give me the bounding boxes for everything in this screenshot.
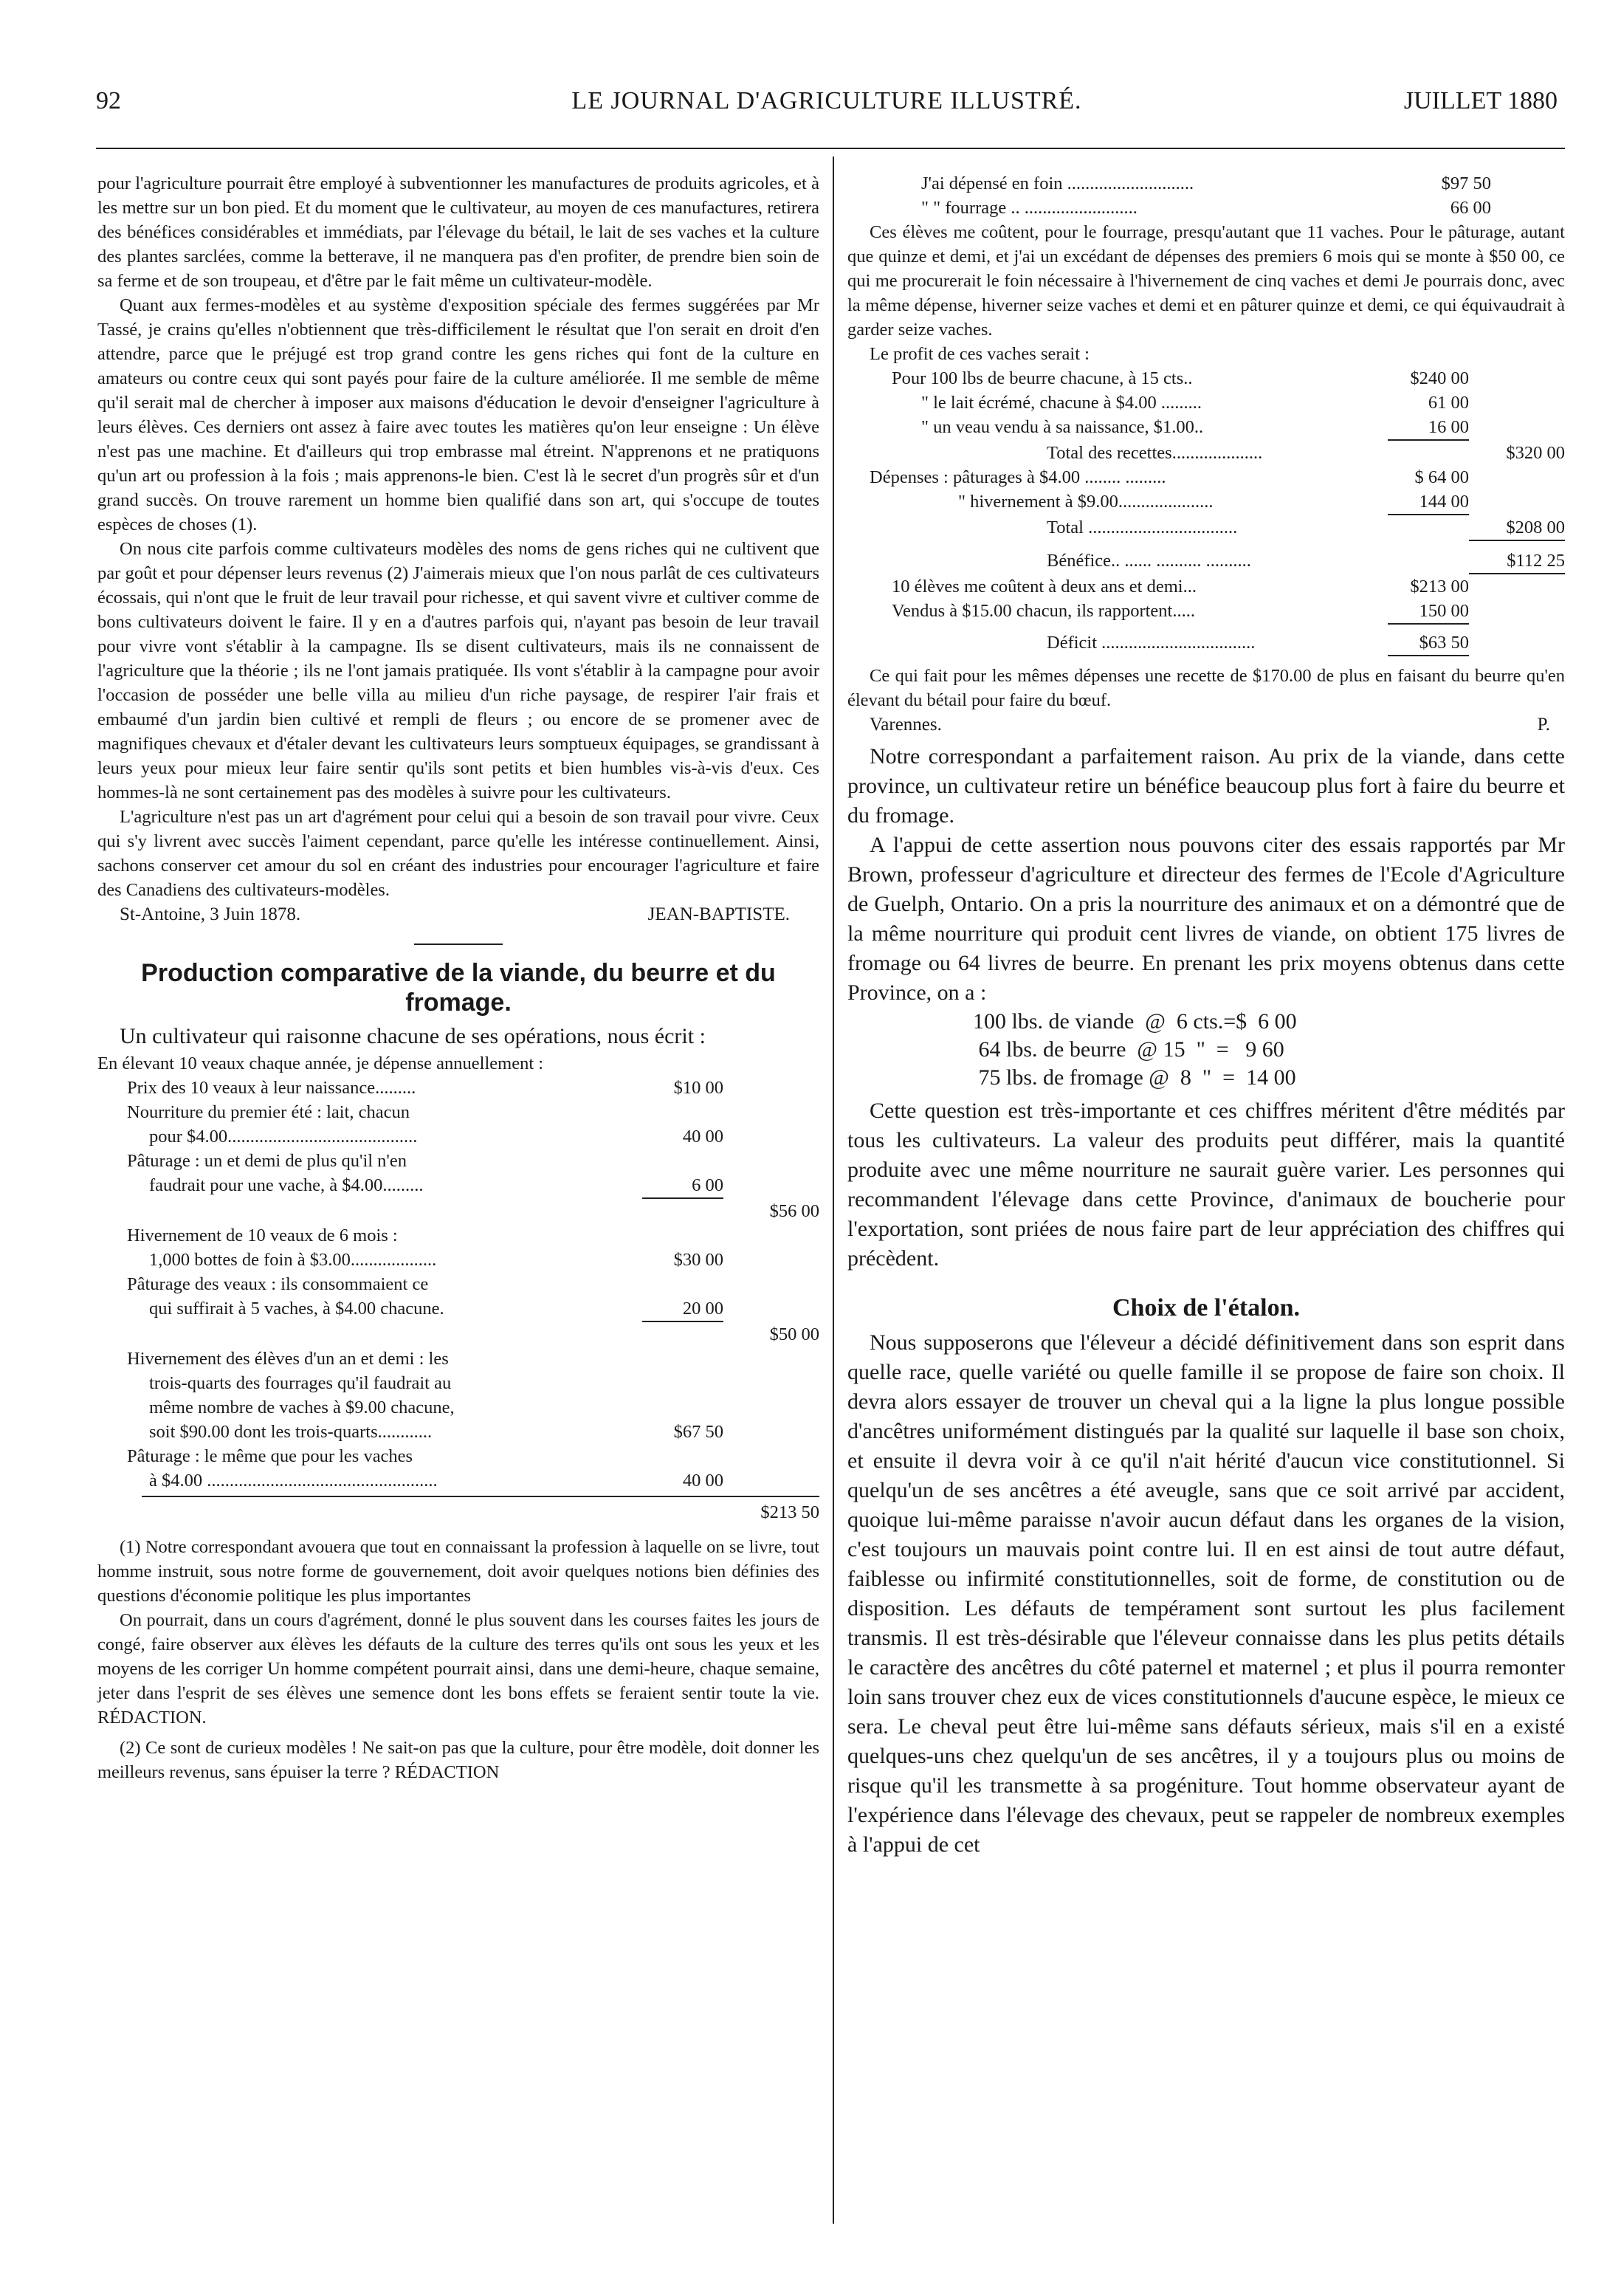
footnote: On pourrait, dans un cours d'agrément, donné le plus souvent dans les courses faites les jours de congé, faire observer aux élèves les défauts de la culture des terres qu'ils ont sous les yeux et les moyens de les corriger Un homme compétent pourrait ainsi, dans une demi-heure, chaque semaine, jeter dans l'esprit de ses élèves une semence dont les bons effets se feraient sentir toute la vie. RÉDACTION.: [97, 1610, 819, 1728]
profit-ledger: [847, 366, 1565, 656]
article-title: Production comparative de la viande, du beurre et du fromage.: [141, 959, 776, 1017]
ledger-row: " " fourrage .. ......................... 66 00: [921, 198, 1491, 218]
ledger-row: Déficit .................................. $63 50: [892, 630, 1565, 656]
ledger-row: Pâturage : un et demi de plus qu'il n'en: [127, 1151, 407, 1171]
ledger-row: Prix des 10 veaux à leur naissance......... $10 00: [127, 1078, 723, 1098]
ledger-row: Vendus à $15.00 chacun, ils rapportent..... 150 00: [892, 599, 1565, 625]
ledger-row: Bénéfice.. ...... .......... .......... $112 25: [892, 549, 1565, 574]
footnotes: [97, 1535, 819, 1784]
paragraph: pour l'agriculture pourrait être employé à subventionner les manufactures de produits agricoles, et à les mettre sur un bon pied. Et du moment que le cultivateur, au moyen de ces manufactures, retirera des bénéfices considérables et immédiats, par l'élevage du bétail, le lait de ses vaches et la culture des plantes sarclées, comme la betterave, il ne manquera pas d'en profiter, de prendre bien soin de sa ferme et de son troupeau, et d'être par le fait même un cultivateur-modèle.: [97, 173, 819, 291]
ledger-row: faudrait pour une vache, à $4.00......... 6 00: [127, 1173, 819, 1199]
ledger-subtotal: $56 00: [769, 1201, 819, 1221]
price-comparison: [973, 1008, 1565, 1092]
paragraph: On nous cite parfois comme cultivateurs modèles des noms de gens riches qui ne cultivent que par goût et pour dépenser leurs revenus (2) J'aimerais mieux que l'on nous parlât de ces cultivateurs écossais, qui n'ont que le fruit de leur travail pour richesse, et qui savent vivre et cultiver comme de bons cultivateurs doivent le faire. Il y en a d'autres parfois qui, n'ayant pas besoin de leur travail pour vivre vont s'établir à la campagne. Ils se disent cultivateurs, mais ils ne connaissent de l'agriculture que la théorie ; ils ne l'ont jamais pratiquée. Ils vont s'établir à la campagne pour avoir l'occasion de posséder une belle villa au milieu d'un riche paysage, de respirer l'air frais et embaumé d'un jardin bien cultivé et rempli de fleurs ; ou encore de se promener avec de magnifiques chevaux et d'étaler devant les cultivateurs leurs somptueux équipages, se grandissant à leurs yeux pour mieux leur faire sentir qu'ils sont petits et bien humbles vis-à-vis d'eux. Ces hommes-là ne sont certainement pas des modèles à suivre pour les cultivateurs.: [97, 539, 819, 802]
journal-title: LE JOURNAL D'AGRICULTURE ILLUSTRÉ.: [571, 87, 1082, 114]
ledger-row: Dépenses : pâturages à $4.00 ........ ......... $ 64 00: [870, 467, 1469, 487]
page-number: 92: [96, 87, 121, 114]
signature-line: [97, 902, 819, 927]
page-header: [96, 87, 1558, 131]
ledger-row: Pâturage des veaux : ils consommaient ce: [127, 1274, 429, 1294]
ledger-row: Hivernement des élèves d'un an et demi : les: [127, 1349, 449, 1369]
paragraph: Quant aux fermes-modèles et au système d'exposition spéciale des fermes suggérées par Mr Tassé, je crains qu'elles n'obtiennent que très-difficilement le résultat que l'on serait en droit d'en attendre, parce que le préjugé est trop grand contre les gens riches qui font de la culture en amateurs ou contre ceux qui sont payés pour faire de la culture améliorée. Il me semble de même qu'il serait mal de chercher à imposer aux maisons d'éducation le devoir d'enseigner l'agriculture à leurs élèves. Ces derniers ont assez à faire avec toutes les matières qu'on leur enseigne : Un élève n'est pas une machine. Et d'ailleurs qui trop embrasse mal étreint. N'apprenons et ne pratiquons qu'un art ou profession à la fois ; mais apprenons-le bien. C'est là le secret d'un progrès sûr et d'un grand succès. On trouve rarement un homme bien qualifié dans son art, qui s'occupe de toutes espèces de choses (1).: [97, 295, 819, 535]
ledger-row: Nourriture du premier été : lait, chacun: [127, 1102, 410, 1122]
paragraph: Cette question est très-importante et ces chiffres méritent d'être médités par tous les cultivateurs. La valeur des produits peut différer, mais la quantité produite avec une même nourriture ne saurait guère varier. Les personnes qui recommandent l'élevage dans cette Province, d'animaux de boucherie pour l'exportation, sont priées de nous faire part de leur appréciation des chiffres qui précèdent.: [847, 1099, 1565, 1271]
ledger-row: qui suffirait à 5 vaches, à $4.00 chacune. 20 00: [127, 1296, 819, 1322]
price-line: 100 lbs. de viande @ 6 cts.=$ 6 00: [973, 1009, 1297, 1034]
issue-date: JUILLET 1880: [1403, 87, 1558, 114]
signature-place: Varennes.: [870, 715, 942, 735]
footnote: (2) Ce sont de curieux modèles ! Ne sait-on pas que la culture, pour être modèle, doit donner les meilleurs revenus, sans épuiser la terre ? RÉDACTION: [97, 1738, 819, 1782]
ledger-row: à $4.00 ................................................... 40 00: [149, 1471, 723, 1491]
signature-name: JEAN-BAPTISTE.: [647, 904, 790, 924]
ledger-row: trois-quarts des fourrages qu'il faudrait au: [149, 1373, 452, 1393]
paragraph: L'agriculture n'est pas un art d'agrément pour celui qui a besoin de son travail pour vivre. Ceux qui s'y livrent avec succès l'aiment cependant, parce qu'elle les intéresse continuellement. Ainsi, sachons conserver cet amour du sol en créant des industries pour encourager l'agriculture et faire des Canadiens des cultivateurs-modèles.: [97, 807, 819, 900]
ledger-row: même nombre de vaches à $9.00 chacune,: [149, 1398, 455, 1417]
ledger-lead: En élevant 10 veaux chaque année, je dépense annuellement :: [97, 1054, 544, 1073]
ledger-row: " le lait écrémé, chacune à $4.00 ......... 61 00: [921, 393, 1469, 413]
ledger-row: " un veau vendu à sa naissance, $1.00.. 16 00: [892, 415, 1565, 441]
ledger-row: Total ................................. $208 00: [892, 515, 1565, 541]
ledger-row: Total des recettes.................... $320 00: [1047, 443, 1565, 463]
paragraph: Notre correspondant a parfaitement raison. Au prix de la viande, dans cette province, un cultivateur retire un bénéfice beaucoup plus fort à faire du beurre et du fromage.: [847, 744, 1565, 828]
ledger-row: Pâturage : le même que pour les vaches: [127, 1446, 413, 1466]
footnote: (1) Notre correspondant avouera que tout en connaissant la profession à laquelle on se livre, tout homme instruit, sous notre forme de gouvernement, doit avoir quelques notions bien définies des questions d'économie politique les plus importantes: [97, 1537, 819, 1606]
ledger-row: 1,000 bottes de foin à $3.00................... $30 00: [149, 1250, 723, 1270]
left-column: [97, 171, 819, 1784]
profit-lead: Le profit de ces vaches serait :: [870, 344, 1090, 364]
header-rule: [96, 148, 1565, 149]
ledger-row: 10 élèves me coûtent à deux ans et demi... $213 00: [892, 577, 1469, 597]
ledger-row: soit $90.00 dont les trois-quarts............ $67 50: [149, 1422, 723, 1442]
article-title: Choix de l'étalon.: [1112, 1294, 1301, 1321]
price-line: 64 lbs. de beurre @ 15 " = 9 60: [973, 1037, 1284, 1062]
continued-ledger: [847, 171, 1565, 220]
signature-line: [847, 712, 1565, 738]
ledger-total: $213 50: [760, 1502, 819, 1522]
paragraph: Ces élèves me coûtent, pour le fourrage, presqu'autant que 11 vaches. Pour le pâturage, autant que quinze et demi, et j'ai un excédant de dépenses des premiers 6 mois qui se monte à $50 00, ce qui me procurerait le foin nécessaire à l'hivernement de cinq vaches et demi Je pourrais donc, avec la même dépense, hiverner seize vaches et demi et en pâturer quinze et demi, ce qui équivaudrait à garder seize vaches.: [847, 222, 1565, 340]
paragraph: Ce qui fait pour les mêmes dépenses une recette de $170.00 de plus en faisant du beurre qu'en élevant du bétail pour faire du bœuf.: [847, 666, 1565, 710]
article-intro: Un cultivateur qui raisonne chacune de ses opérations, nous écrit :: [120, 1024, 706, 1048]
paragraph: Nous supposerons que l'éleveur a décidé définitivement dans son esprit dans quelle race, quelle variété ou quelle famille il se propose de faire son choix. Il devra alors essayer de trouver un cheval qui a la ligne la plus longue possible d'ancêtres uniformément distingués par la qualité sur laquelle il base son choix, et ensuite il devra voir à ce qu'il n'ait hérité d'aucun vice constitutionnel. Si quelqu'un de ses ancêtres a été aveugle, sans que ce soit arrivé par accident, quoique lui-même paraisse n'avoir aucun défaut dans les organes de la vision, c'est toujours un mauvais point contre lui. Il en est ainsi de tout autre défaut, faiblesse ou infirmité constitutionnelles, soit de forme, de constitution ou de disposition. Les défauts de tempérament sont surtout les plus facilement transmis. Il est très-désirable que l'éleveur connaisse dans les plus petits détails le caractère des ancêtres du côté paternel et maternel ; et plus il pourra remonter loin sans trouver chez eux de vices constitutionnels d'aucune espèce, le mieux ce sera. Le cheval peut être lui-même sans défauts sérieux, mais s'il en a existé quelques-uns chez quelqu'un de ses ancêtres, il y a toujours plus ou moins de risque qu'il les transmette à sa progéniture. Tout homme observateur ayant de l'expérience dans l'élevage des chevaux, peut se rappeler de nombreux exemples à l'appui de cet: [847, 1330, 1565, 1857]
expense-ledger: [97, 1076, 819, 1525]
paragraph: A l'appui de cette assertion nous pouvons citer des essais rapportés par Mr Brown, professeur d'agriculture et directeur des fermes de l'Ecole d'Agriculture de Guelph, Ontario. On a pris la nourriture des animaux et on a démontré que de la même nourriture qui produit cent livres de viande, on obtient 175 livres de fromage ou 64 livres de beurre. En prenant les prix moyens obtenus dans cette Province, on a :: [847, 833, 1565, 1005]
ledger-row: Hivernement de 10 veaux de 6 mois :: [127, 1226, 398, 1245]
ledger-row: Pour 100 lbs de beurre chacune, à 15 cts.. $240 00: [892, 368, 1469, 388]
ledger-rule: [142, 1496, 819, 1497]
right-column: [847, 171, 1565, 1860]
section-divider: [414, 944, 503, 945]
price-line: 75 lbs. de fromage @ 8 " = 14 00: [973, 1065, 1296, 1090]
ledger-row: pour $4.00.......................................... 40 00: [149, 1127, 723, 1147]
ledger-row: " hivernement à $9.00..................... 144 00: [892, 489, 1565, 515]
ledger-subtotal: $50 00: [769, 1324, 819, 1344]
signature-place: St-Antoine, 3 Juin 1878.: [120, 904, 301, 924]
ledger-row: J'ai dépensé en foin ............................ $97 50: [921, 173, 1491, 193]
column-divider: [833, 157, 834, 2224]
signature-name: P.: [1537, 715, 1550, 735]
